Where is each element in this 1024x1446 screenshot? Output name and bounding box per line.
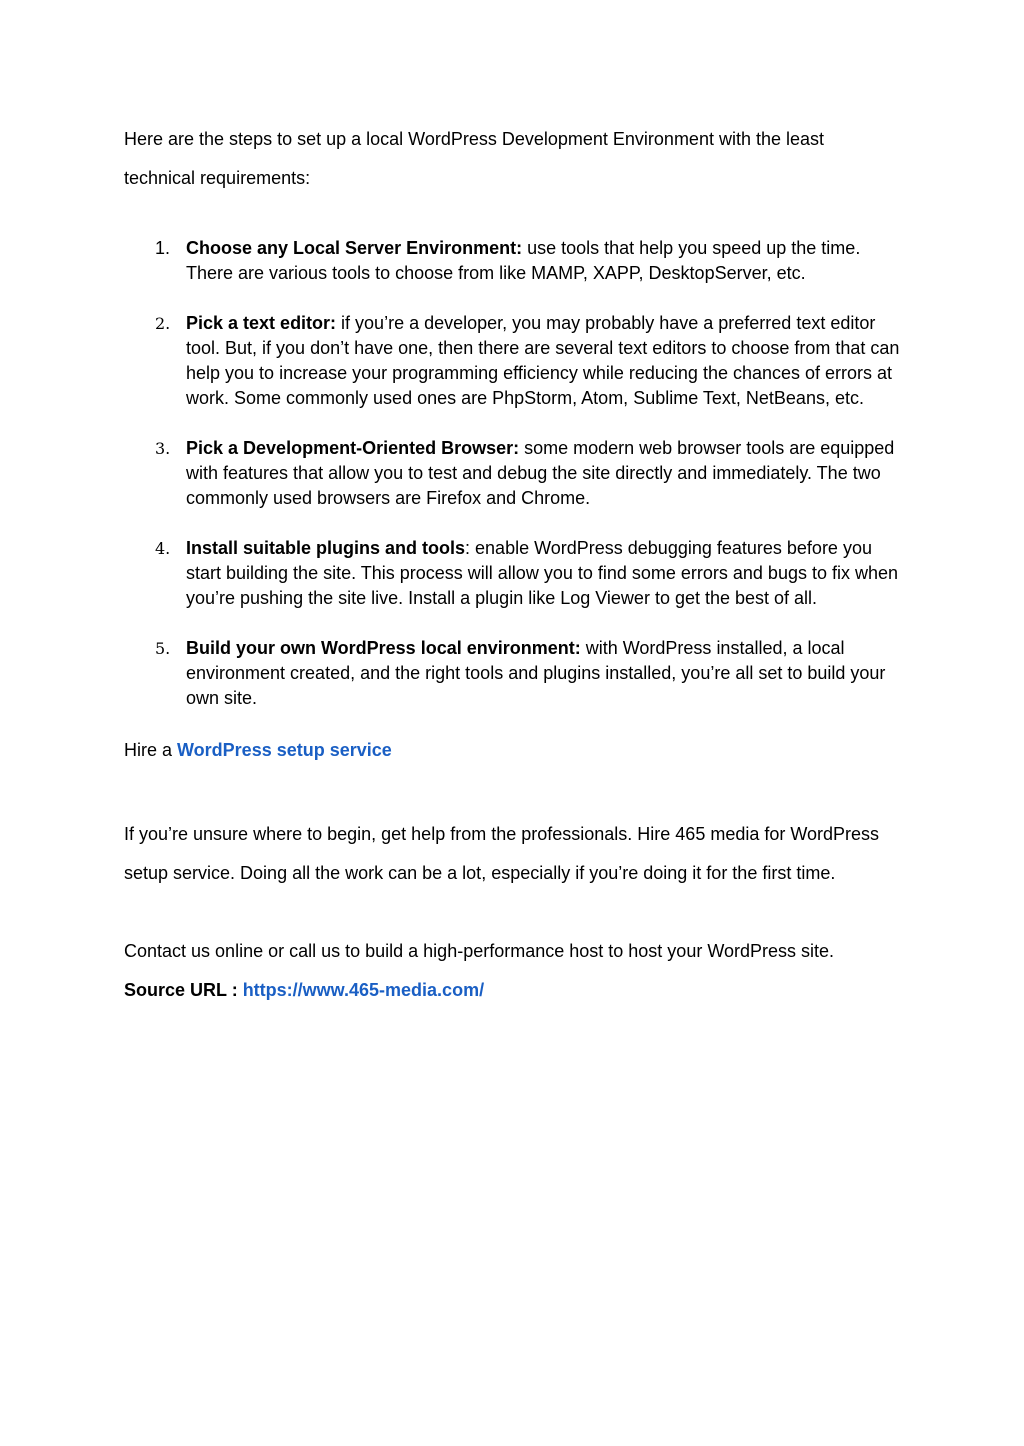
intro-paragraph: Here are the steps to set up a local WordPress Development Environment with the least technical requirements: [124, 129, 825, 188]
wordpress-setup-service-link[interactable]: WordPress setup service [177, 740, 392, 760]
source-url-link[interactable]: https://www.465-media.com/ [242, 980, 485, 1000]
list-item [124, 536, 900, 611]
help-paragraph: If you’re unsure where to begin, get help from the professionals. Hire 465 media for WordPress setup service. Doing all the work can be a lot, especially if you’re doing it for the first time. [124, 824, 880, 883]
steps-list [124, 236, 900, 711]
step-title: Install suitable plugins and tools [186, 538, 466, 558]
list-item [124, 311, 900, 411]
source-line [124, 971, 900, 1010]
step-text: if you’re a developer, you may probably have a preferred text editor tool. But, if you don’t have one, then there are several text editors to choose from that can help you to increase your programming efficiency while reducing the chances of errors at work. Some commonly used ones are PhpStorm, Atom, Sublime Text, NetBeans, etc. [186, 313, 900, 408]
hire-heading [124, 737, 900, 763]
step-text: : enable WordPress debugging features before you start building the site. This process will allow you to find some errors and bugs to fix when you’re pushing the site live. Install a plugin like Log Viewer to get the best of all. [186, 538, 899, 608]
step-number: 1. [155, 238, 171, 258]
list-item [124, 436, 900, 511]
list-item [124, 636, 900, 711]
document-page [124, 120, 900, 1010]
step-title: Build your own WordPress local environment: [186, 638, 581, 658]
hire-prefix: Hire a [124, 740, 178, 760]
list-item [124, 236, 900, 286]
step-title: Choose any Local Server Environment: [186, 238, 523, 258]
step-number: 5. [155, 639, 171, 658]
step-title: Pick a text editor: [186, 313, 337, 333]
step-number: 2. [155, 314, 171, 333]
contact-paragraph: Contact us online or call us to build a high-performance host to host your WordPress site. [124, 941, 835, 961]
step-text: some modern web browser tools are equipped with features that allow you to test and debug the site directly and immediately. The two commonly used browsers are Firefox and Chrome. [186, 438, 895, 508]
source-label: Source URL : [124, 980, 243, 1000]
step-text: use tools that help you speed up the time. There are various tools to choose from like MAMP, XAPP, DesktopServer, etc. [186, 238, 861, 283]
step-text: with WordPress installed, a local environment created, and the right tools and plugins installed, you’re all set to build your own site. [186, 638, 886, 708]
step-number: 4. [155, 539, 171, 558]
step-title: Pick a Development-Oriented Browser: [186, 438, 520, 458]
step-number: 3. [155, 439, 171, 458]
